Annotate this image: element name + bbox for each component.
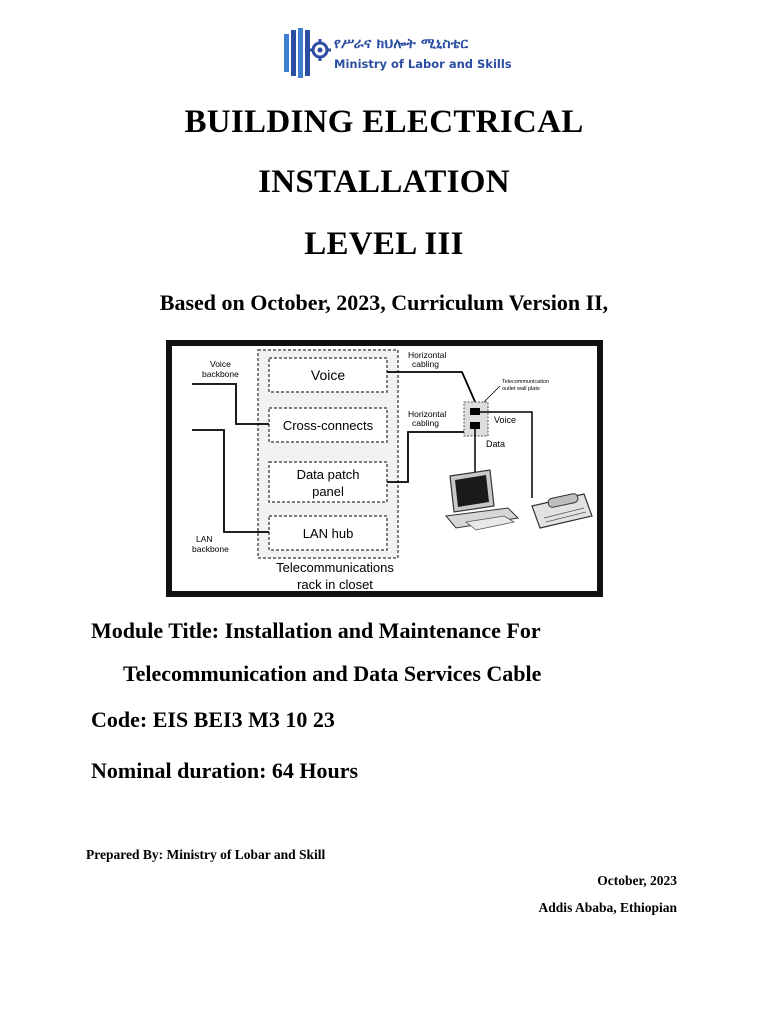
data-outlet-label: Data — [486, 439, 506, 449]
logo-english-text: Ministry of Labor and Skills — [334, 57, 512, 71]
wall-outlet — [464, 402, 488, 436]
voice-outlet-label: Voice — [494, 415, 517, 425]
curriculum-subtitle: Based on October, 2023, Curriculum Version II, — [159, 290, 609, 315]
rack-caption-2: rack in closet — [297, 577, 373, 591]
module-code: Code: EIS BEI3 M3 10 23 — [91, 707, 335, 732]
document-title-line-2: INSTALLATION — [258, 164, 510, 200]
horizontal-cabling-2-label-2: cabling — [412, 418, 439, 428]
horizontal-cabling-2-label-1: Horizontal — [408, 409, 447, 419]
horizontal-cabling-1-label-1: Horizontal — [408, 350, 447, 360]
horizontal-cabling-1-label-2: cabling — [412, 359, 439, 369]
module-title-line-1: Module Title: Installation and Maintenance For — [91, 618, 541, 643]
cross-connects-label: Cross-connects — [282, 418, 374, 433]
lan-hub-label: LAN hub — [302, 526, 354, 541]
document-title-line-3: LEVEL III — [304, 226, 464, 262]
module-title-line-2: Telecommunication and Data Services Cable — [123, 661, 542, 686]
telecom-rack-diagram — [166, 340, 603, 597]
voice-backbone-label-1: Voice — [210, 359, 231, 369]
voice-backbone-label-2: backbone — [202, 369, 239, 379]
computer-icon — [446, 470, 518, 530]
data-jack — [470, 422, 480, 429]
voice-box-label: Voice — [310, 367, 346, 383]
prepared-by: Prepared By: Ministry of Lobar and Skill — [86, 847, 326, 862]
lan-backbone-label-1: LAN — [196, 534, 213, 544]
logo-amharic-text: የሥራና ክህሎት ሚኒስቴር — [334, 36, 469, 52]
voice-horizontal-cable — [387, 372, 476, 404]
rack-caption-1: Telecommunications — [276, 560, 394, 575]
phone-icon — [532, 493, 592, 528]
outlet-label-1: Telecommunication — [502, 379, 550, 385]
telecom-rack-diagram-svg — [172, 346, 597, 591]
patch-panel-label-1: Data patch — [296, 467, 360, 482]
patch-panel-label-2: panel — [312, 484, 344, 499]
outlet-label-2: outlet wall plate — [502, 386, 540, 392]
ministry-logo-emblem — [282, 26, 332, 80]
outlet-pointer — [484, 386, 500, 402]
ministry-logo — [282, 26, 512, 80]
publication-date: October, 2023 — [597, 873, 677, 888]
voice-jack — [470, 408, 480, 415]
document-title-line-1: BUILDING ELECTRICAL — [184, 104, 584, 140]
publication-place: Addis Ababa, Ethiopian — [538, 900, 677, 915]
lan-backbone-label-2: backbone — [192, 544, 229, 554]
gear-icon — [309, 39, 331, 61]
nominal-duration: Nominal duration: 64 Hours — [91, 758, 359, 783]
